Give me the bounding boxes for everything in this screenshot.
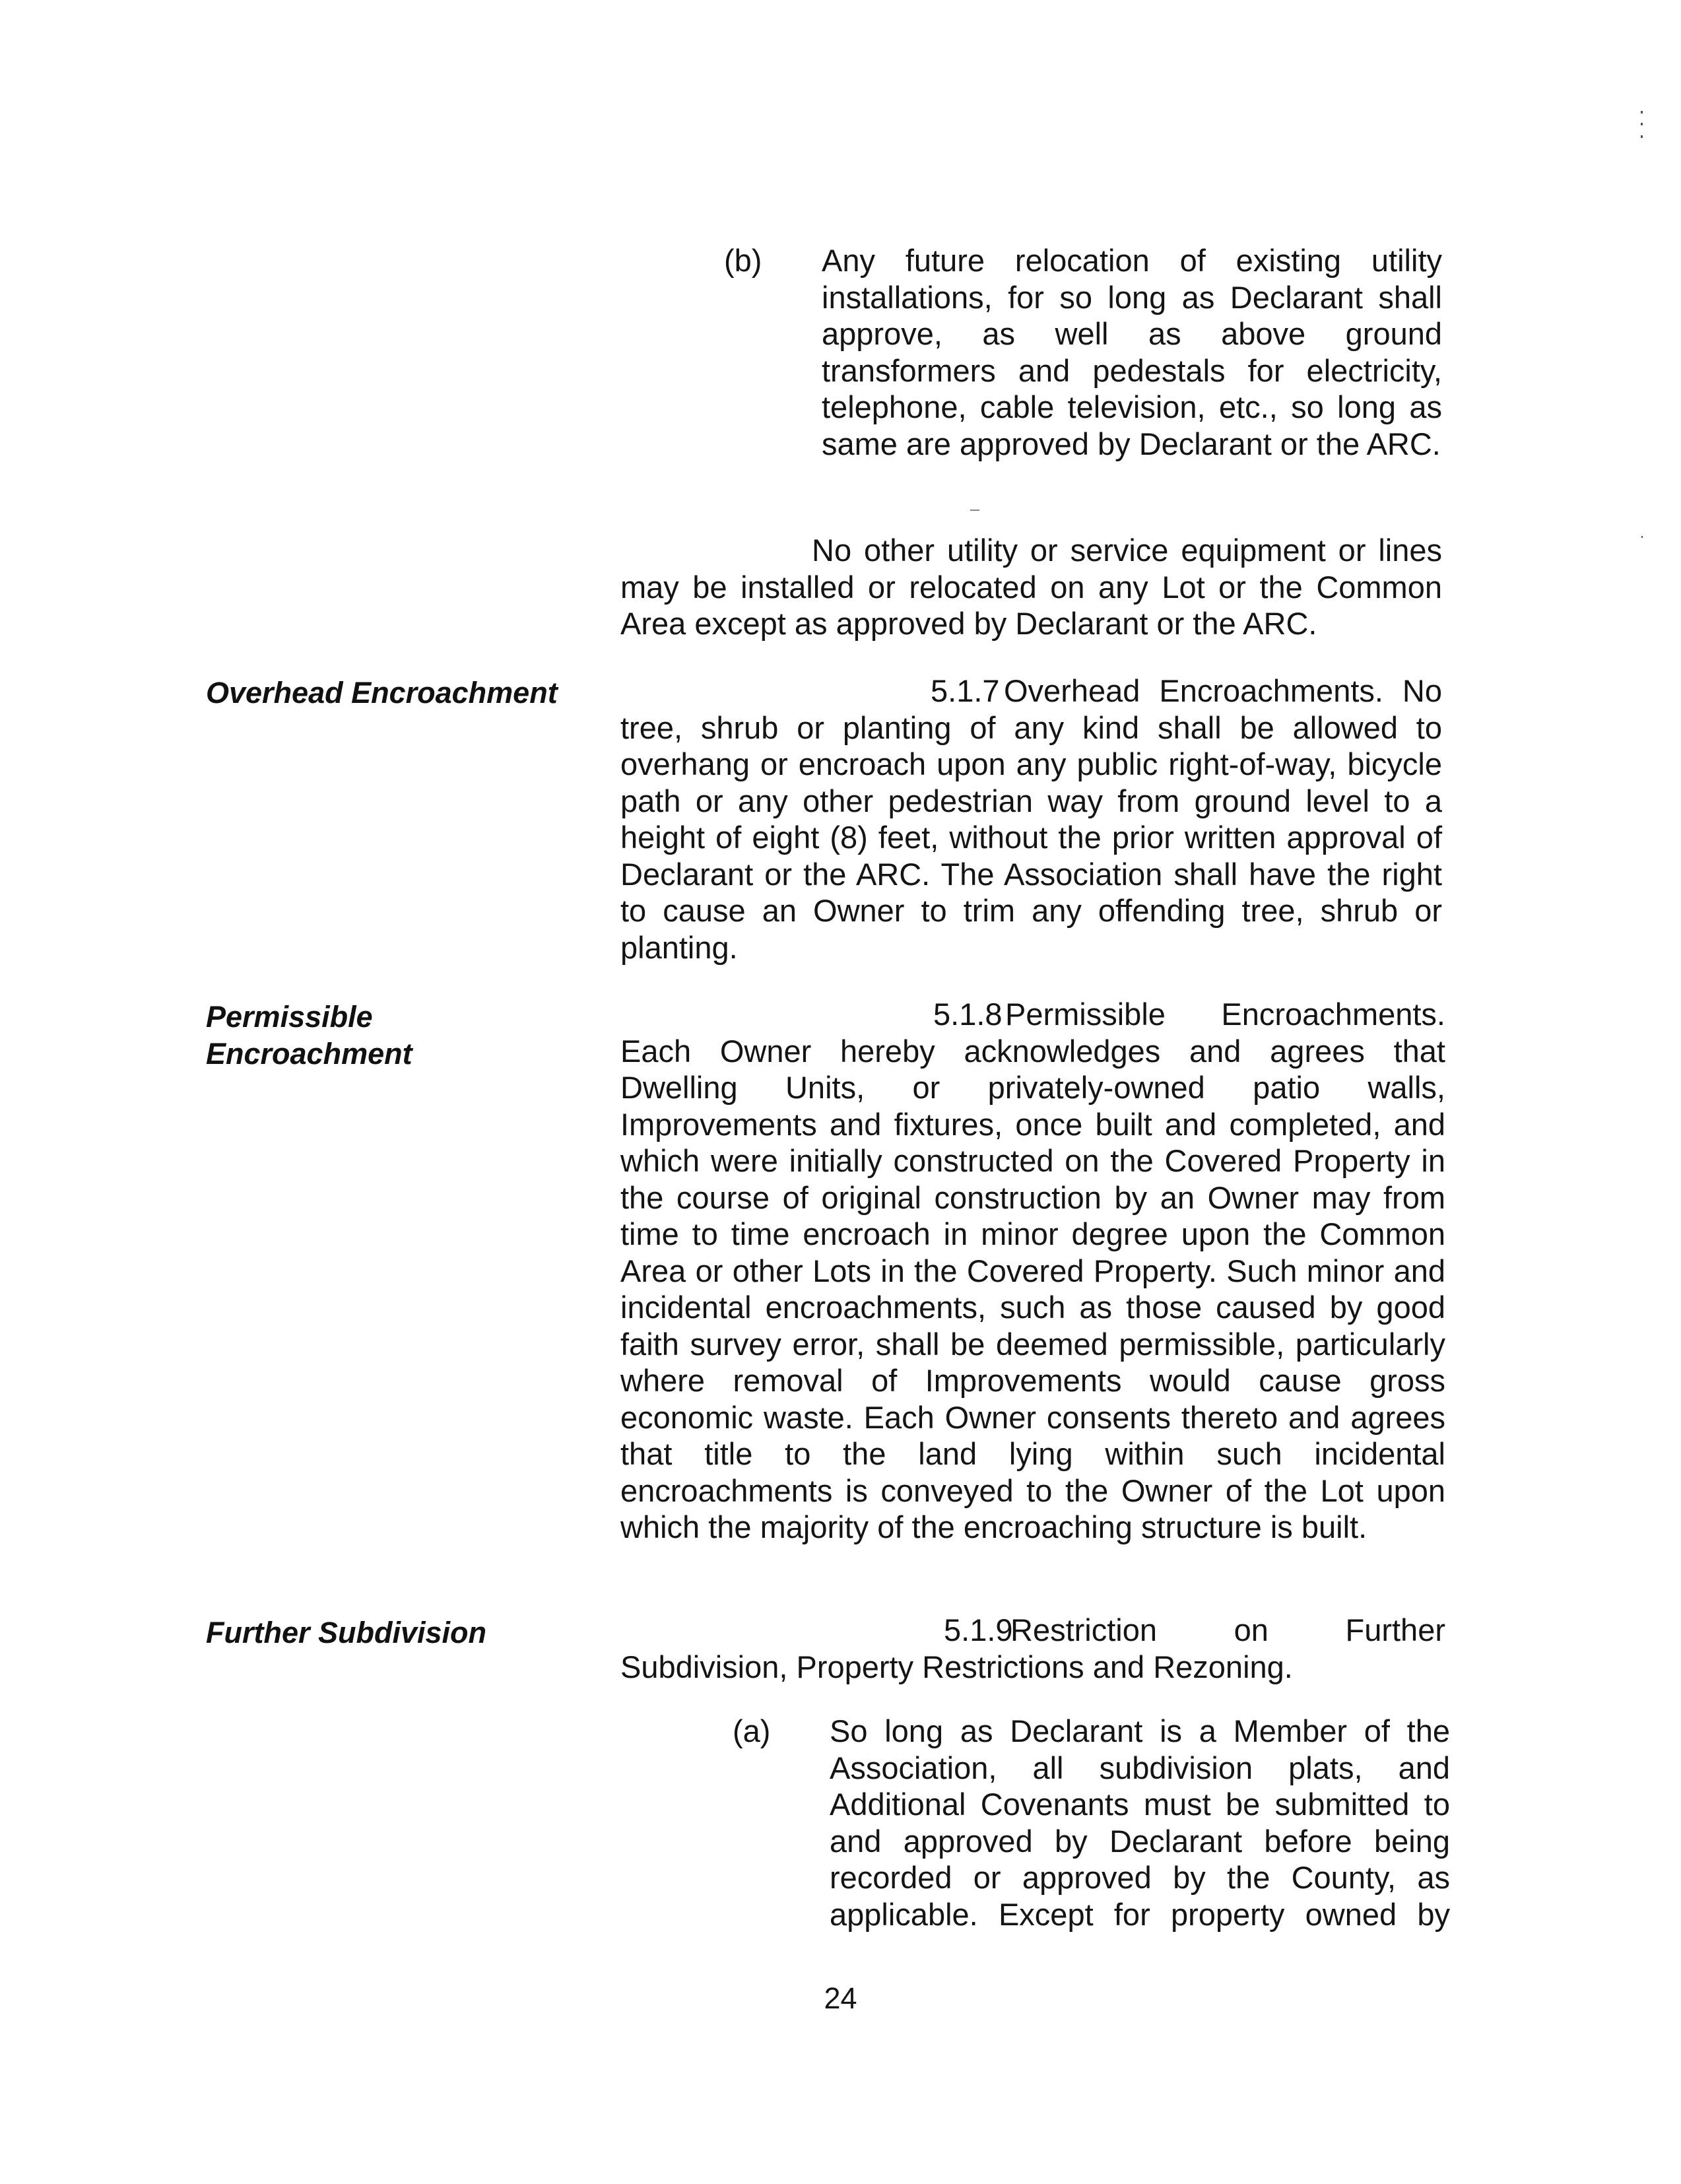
scan-speck — [1641, 135, 1643, 138]
section-number: 5.1.8 — [933, 997, 1003, 1032]
side-heading-line: Encroachment — [206, 1037, 412, 1071]
section-number: 5.1.9 — [944, 1612, 1013, 1647]
scan-speck — [1641, 536, 1643, 538]
side-heading-line: Permissible — [206, 1000, 373, 1034]
section-number: 5.1.7 — [931, 673, 1000, 708]
section-body: No tree, shrub or planting of any kind shall be allowed to overhang or encroach upon any public right-of-way, bicycle path or any other pedestrian way from ground level to a height of eight (8) feet, without the prior written approval of Declarant or the ARC. The Association shall have the right to cause an Owner to trim any offending tree, shrub or planting. — [620, 673, 1442, 965]
section-5-1-9 — [620, 1612, 1445, 1685]
section-5-1-7 — [620, 673, 1442, 966]
section-title: Permissible Encroachments. — [1005, 997, 1445, 1032]
section-body: Each Owner hereby acknowledges and agrees that Dwelling Units, or privately-owned patio walls, Improvements and fixtures, once built and completed, and which were initially constructed on the Covered Property in the course of original construction by an Owner may from time to time encroach in minor degree upon the Common Area or other Lots in the Covered Property. Such minor and incidental encroachments, such as those caused by good faith survey error, shall be deemed permissible, particularly where removal of Improvements would cause gross economic waste. Each Owner consents thereto and agrees that title to the land lying within such incidental encroachments is conveyed to the Owner of the Lot upon which the majority of the encroaching structure is built. — [620, 1033, 1445, 1544]
list-marker-a: (a) — [733, 1713, 771, 1748]
side-heading-further-subdivision: Further Subdivision — [206, 1616, 487, 1649]
scan-speck — [1641, 123, 1643, 125]
list-marker-b: (b) — [724, 243, 762, 278]
scan-speck — [1641, 111, 1643, 114]
side-heading-permissible-encroachment — [206, 999, 412, 1073]
section-title: Restriction on Further Subdivision, Property Restrictions and Rezoning. — [620, 1612, 1445, 1684]
section-title: Overhead Encroachments. — [1004, 673, 1383, 708]
item-a-text: So long as Declarant is a Member of the Association, all subdivision plats, and Additional Covenants must be submitted to and approved by Declarant before being recorded or approved by the County, as applicable. Except for property owned by — [830, 1713, 1450, 1932]
page-number: 24 — [824, 1981, 857, 2015]
item-b-text: Any future relocation of existing utility installations, for so long as Declarant shall approve, as well as above ground transformers and pedestals for electricity, telephone, cable television, etc., so long as same are approved by Declarant or the ARC. — [822, 243, 1442, 461]
scan-speck — [970, 510, 979, 511]
section-5-1-8 — [620, 996, 1445, 1546]
utility-restriction-paragraph: No other utility or service equipment or lines may be installed or relocated on any Lot or the Common Area except as approved by Declarant or the ARC. — [620, 533, 1442, 641]
side-heading-overhead-encroachment: Overhead Encroachment — [206, 676, 558, 710]
